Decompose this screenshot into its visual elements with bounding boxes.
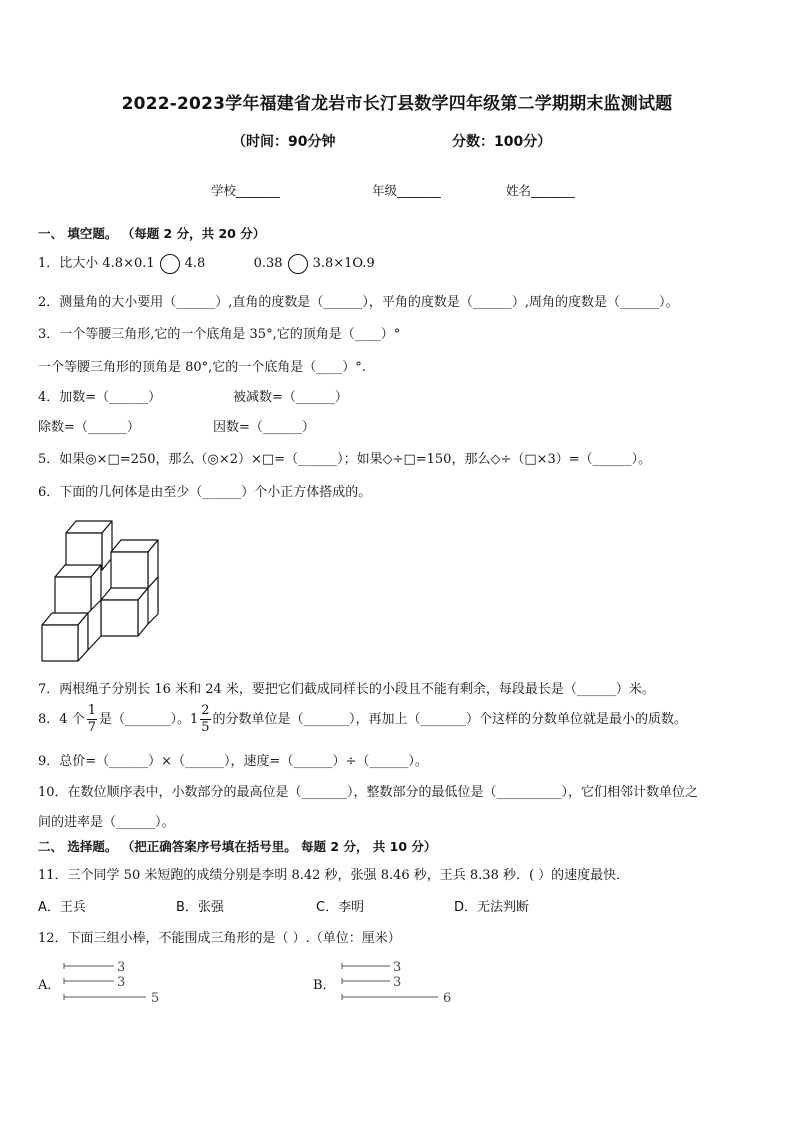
question-9: 9．总价=（______）×（______），速度=（______）÷（______）。 xyxy=(38,754,428,769)
question-11: 11．三个同学 50 米短跑的成绩分别是李明 8.42 秒，张强 8.46 秒，王兵 8.38 秒．( ）的速度最快． xyxy=(38,868,630,883)
page-title: 2022-2023学年福建省龙岩市长汀县数学四年级第二学期期末监测试题 xyxy=(121,94,673,114)
q8-part2: 是（_______）。1 xyxy=(98,712,199,727)
school-field: 学校_______ xyxy=(211,183,280,198)
fraction-one-seventh xyxy=(87,703,97,736)
exam-time: （时间：90分钟 xyxy=(232,134,336,150)
q1-prefix: 1．比大小 4.8×0.1 xyxy=(38,256,155,271)
section-heading-choice: 二、 选择题。 （把正确答案序号填在括号里。 每题 2 分， 共 10 分） xyxy=(38,839,437,854)
question-8 xyxy=(38,703,687,736)
q11-option-a[interactable]: A．王兵 xyxy=(38,900,86,915)
stick-length-label: 3 xyxy=(393,975,402,990)
question-5: 5．如果◎×□=250，那么（◎×2）×□=（______）；如果◇÷□=150，那么◇÷（□×3）=（______）。 xyxy=(38,452,652,467)
section-heading-fill: 一、 填空题。 （每题 2 分，共 20 分） xyxy=(38,226,266,241)
fraction-two-fifths xyxy=(200,703,210,736)
question-10b: 间的进率是（______）。 xyxy=(38,815,175,830)
stick-length-label: 6 xyxy=(443,991,452,1006)
name-field: 姓名_______ xyxy=(506,183,575,198)
stick-length-label: 3 xyxy=(117,960,126,975)
cube-stack-figure xyxy=(38,515,168,665)
q8-part1: 8．4 个 xyxy=(38,712,85,727)
compare-circle xyxy=(288,254,308,274)
q1-c: 3.8×1O.9 xyxy=(312,256,375,271)
grade-field: 年级_______ xyxy=(372,183,441,198)
question-7: 7．两根绳子分别长 16 米和 24 米，要把它们截成同样长的小段且不能有剩余，每段最长是（______）米。 xyxy=(38,682,655,697)
fraction-numerator: 1 xyxy=(87,703,96,718)
question-4d: 因数=（______） xyxy=(213,420,315,435)
fraction-denominator: 7 xyxy=(87,720,96,735)
question-3a: 3．一个等腰三角形,它的一个底角是 35°,它的顶角是（____）° xyxy=(38,327,401,342)
question-12: 12．下面三组小棒，不能围成三角形的是（ ）.（单位：厘米） xyxy=(38,931,401,946)
question-3b: 一个等腰三角形的顶角是 80°,它的一个底角是（____）°. xyxy=(38,360,366,375)
stick-length-label: 3 xyxy=(117,975,126,990)
fraction-denominator: 5 xyxy=(201,720,210,735)
exam-score: 分数：100分） xyxy=(452,134,552,150)
question-6: 6．下面的几何体是由至少（______）个小正方体搭成的。 xyxy=(38,485,372,500)
question-10a: 10．在数位顺序表中，小数部分的最高位是（_______），整数部分的最低位是（__________），它们相邻计数单位之 xyxy=(38,785,699,800)
fraction-numerator: 2 xyxy=(201,703,210,718)
question-4b: 被减数=（______） xyxy=(233,390,348,405)
q12-option-b-sticks xyxy=(340,958,470,1006)
stick-length-label: 3 xyxy=(393,960,402,975)
stick-length-label: 5 xyxy=(151,991,160,1006)
q1-b: 0.38 xyxy=(253,256,283,271)
q8-part3: 的分数单位是（_______），再加上（_______）个这样的分数单位就是最小的质数。 xyxy=(212,712,688,727)
compare-circle xyxy=(160,254,180,274)
q1-a: 4.8 xyxy=(184,256,206,271)
question-1 xyxy=(38,252,375,274)
q12-option-a-sticks xyxy=(62,958,172,1006)
question-4a: 4．加数=（______） xyxy=(38,390,162,405)
q12-option-a-label[interactable]: A． xyxy=(38,978,61,993)
q12-option-b-label[interactable]: B． xyxy=(313,978,336,993)
q11-option-c[interactable]: C．李明 xyxy=(316,900,365,915)
question-4c: 除数=（______） xyxy=(38,420,140,435)
question-2: 2．测量角的大小要用（______）,直角的度数是（______），平角的度数是（______）,周角的度数是（______）。 xyxy=(38,295,679,310)
q11-option-b[interactable]: B．张强 xyxy=(176,900,224,915)
q11-option-d[interactable]: D．无法判断 xyxy=(454,900,530,915)
